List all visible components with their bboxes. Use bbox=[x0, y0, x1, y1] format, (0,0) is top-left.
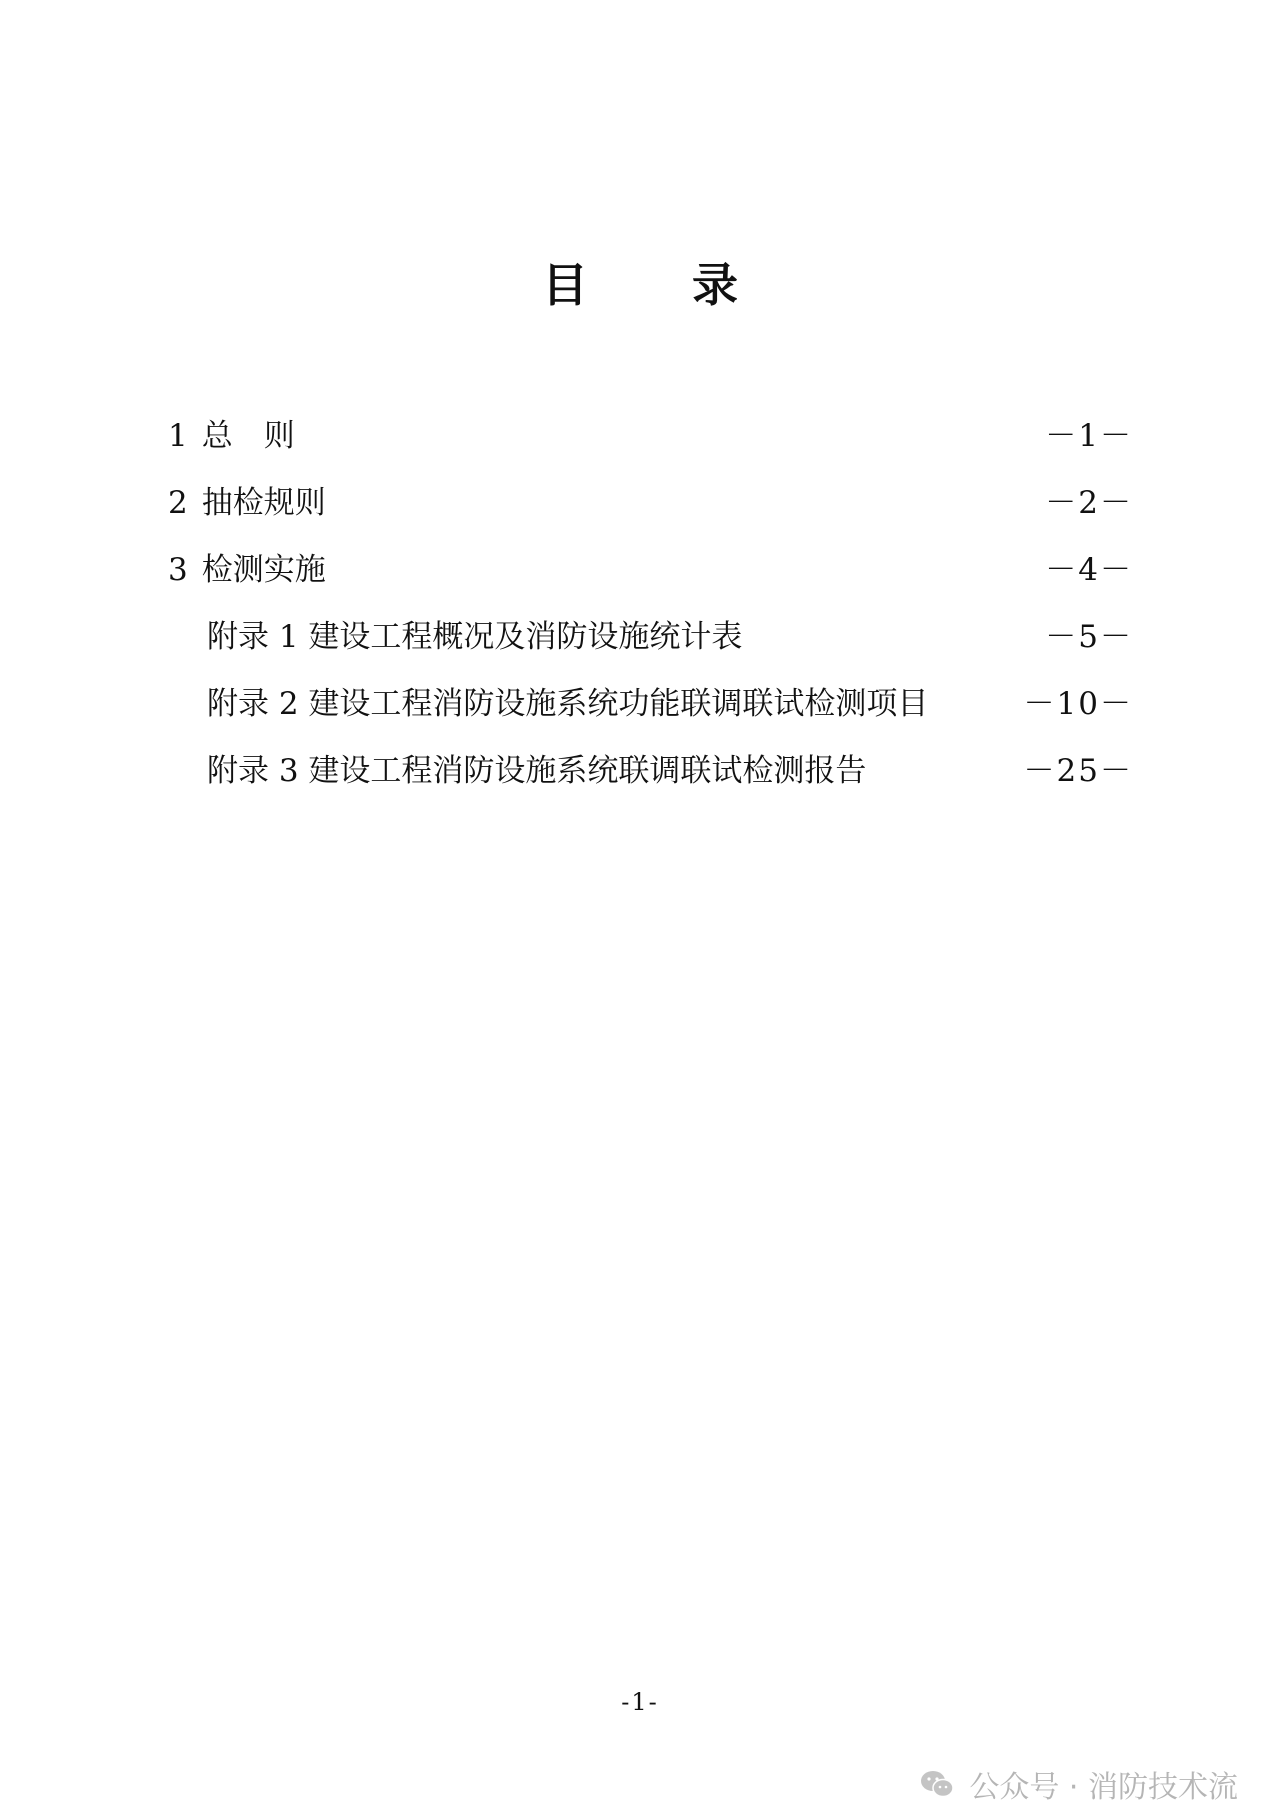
toc-entry-appendix-1[interactable] bbox=[0, 613, 1280, 661]
toc-entry-label: 检测实施 bbox=[201, 552, 326, 588]
toc-entry-label: 总 则 bbox=[201, 418, 295, 454]
toc-entry-1[interactable] bbox=[0, 412, 1280, 460]
watermark bbox=[919, 1762, 1238, 1806]
toc-entry-number: 2 bbox=[168, 485, 188, 521]
toc-entry-page: －2－ bbox=[1045, 485, 1133, 521]
toc-entry-appendix-3[interactable] bbox=[0, 747, 1280, 795]
toc-entry-label: 附录 1 建设工程概况及消防设施统计表 bbox=[207, 619, 743, 655]
toc-entry-label: 抽检规则 bbox=[201, 485, 326, 521]
toc-entry-page: －1－ bbox=[1045, 418, 1133, 454]
wechat-icon bbox=[919, 1769, 955, 1799]
page-number-footer: -1- bbox=[621, 1688, 659, 1716]
toc-entry-page: －25－ bbox=[1023, 753, 1133, 789]
page-title: 目 录 bbox=[541, 258, 782, 312]
toc-entry-label: 附录 3 建设工程消防设施系统联调联试检测报告 bbox=[207, 753, 867, 789]
toc-entry-page: －5－ bbox=[1045, 619, 1133, 655]
watermark-text: 公众号 · 消防技术流 bbox=[969, 1770, 1238, 1805]
toc-entry-3[interactable] bbox=[0, 546, 1280, 594]
toc-entry-2[interactable] bbox=[0, 479, 1280, 527]
toc-entry-page: －4－ bbox=[1045, 552, 1133, 588]
toc-entry-number: 3 bbox=[168, 552, 188, 588]
toc-entry-appendix-2[interactable] bbox=[0, 680, 1280, 728]
toc-entry-number: 1 bbox=[168, 418, 188, 454]
toc-entry-page: －10－ bbox=[1023, 686, 1133, 722]
toc-entry-label: 附录 2 建设工程消防设施系统功能联调联试检测项目 bbox=[207, 686, 929, 722]
